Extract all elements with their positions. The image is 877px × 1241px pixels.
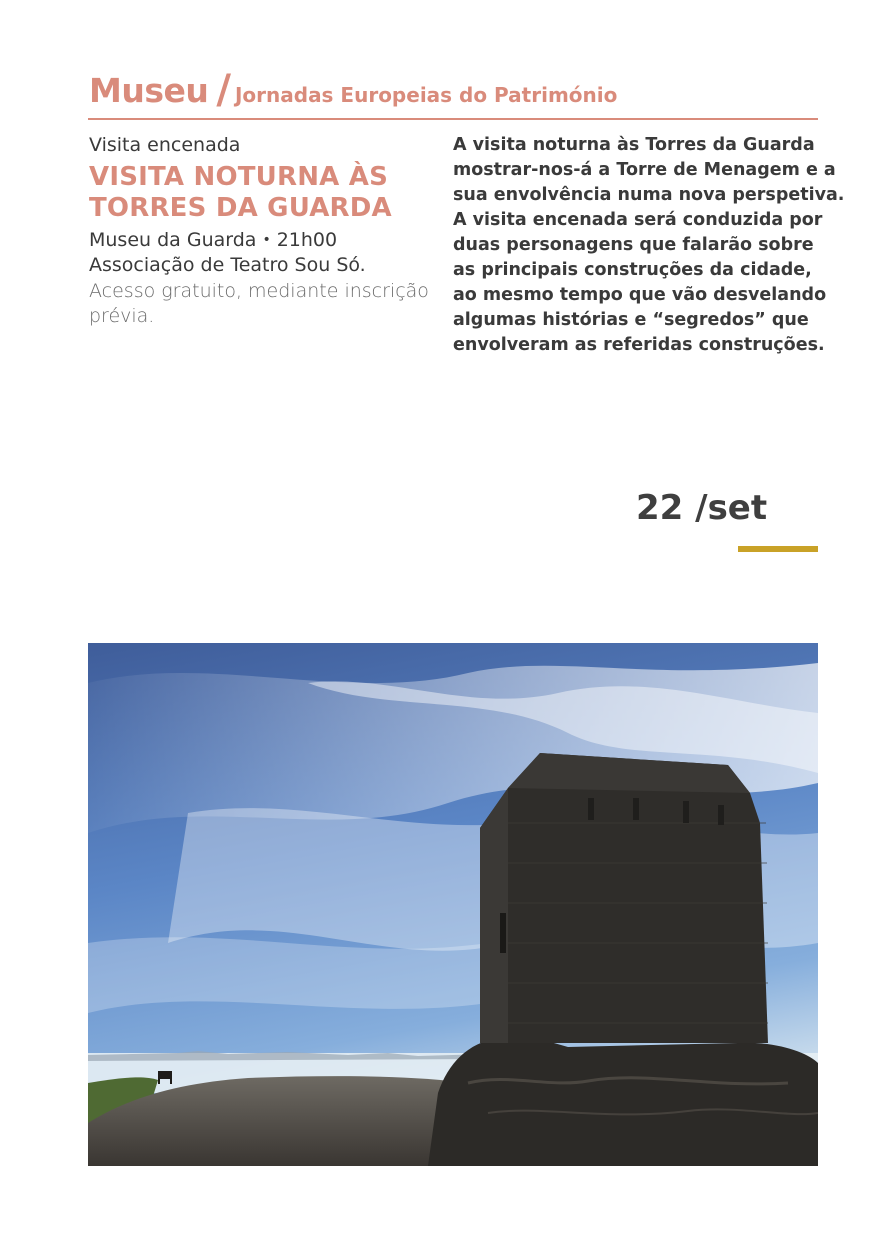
section-title: Museu (89, 71, 209, 110)
event-title (89, 162, 419, 224)
description-line: A visita noturna às Torres da Guarda (453, 135, 815, 155)
description-line: duas personagens que falarão sobre (453, 235, 814, 255)
description-line: algumas histórias e “segredos” que (453, 310, 809, 330)
page-header (89, 66, 617, 112)
event-type: Visita encenada (89, 134, 241, 156)
event-access (89, 279, 439, 329)
event-title-line: TORRES DA GUARDA (89, 193, 392, 223)
event-venue: Museu da Guarda (89, 229, 257, 251)
event-description (453, 133, 845, 358)
event-organizer: Associação de Teatro Sou Só. (89, 254, 366, 276)
event-access-line: Acesso gratuito, mediante inscrição (89, 280, 429, 302)
event-date: 22 /set (636, 488, 768, 528)
description-line: ao mesmo tempo que vão desvelando (453, 285, 827, 305)
description-line: envolveram as referidas construções. (453, 335, 825, 355)
description-line: mostrar-nos-á a Torre de Menagem e a (453, 160, 836, 180)
date-accent-bar (738, 546, 818, 552)
event-venue-time (89, 229, 337, 251)
description-line: A visita encenada será conduzida por (453, 210, 823, 230)
event-access-line: prévia. (89, 305, 155, 327)
tower-photo (88, 643, 818, 1166)
event-title-line: VISITA NOTURNA ÀS (89, 162, 388, 192)
header-separator: / (216, 67, 231, 113)
header-divider (88, 118, 818, 120)
bullet-separator: • (262, 232, 271, 248)
description-line: as principais construções da cidade, (453, 260, 812, 280)
section-subtitle: Jornadas Europeias do Património (234, 83, 618, 107)
event-time: 21h00 (276, 229, 338, 251)
description-line: sua envolvência numa nova perspetiva. (453, 185, 845, 205)
